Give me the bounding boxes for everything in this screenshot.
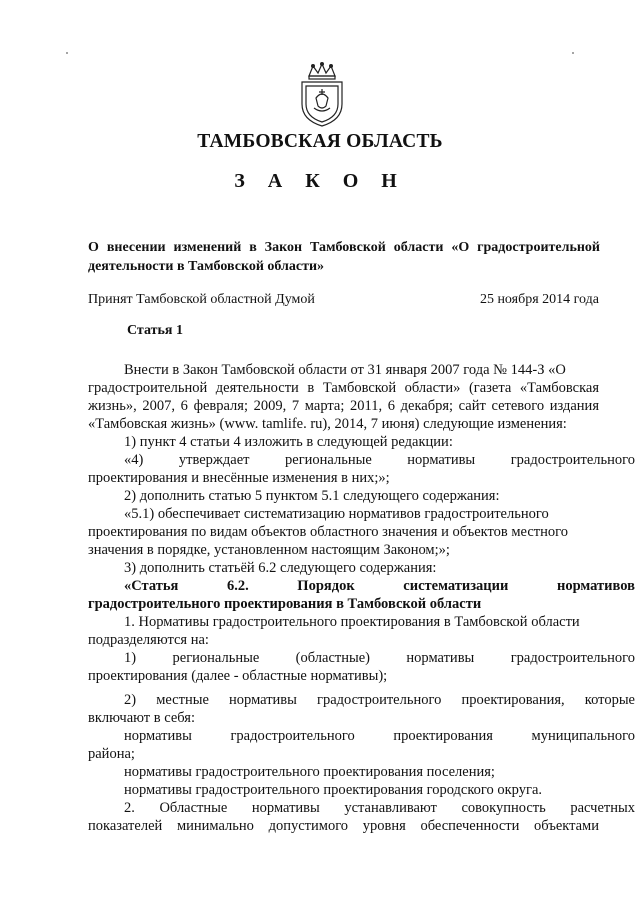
paragraph-line: 2) дополнить статью 5 пунктом 5.1 следующего содержания: [124,488,500,504]
adopted-date: 25 ноября 2014 года [479,292,599,307]
paragraph-line: значения в порядке, установленном настоящим Законом;»; [88,542,450,558]
paragraph-line: градостроительной деятельности в Тамбовской области» (газета «Тамбовская [88,380,599,396]
law-title: О внесении изменений в Закон Тамбовской области «О градостроительной деятельности в Тамбовской области» [88,240,600,274]
paragraph-line: «5.1) обеспечивает систематизацию нормативов градостроительного [124,506,549,522]
paragraph-line: «Тамбовская жизнь» (www. tamlife. ru), 2014, 7 июня) следующие изменения: [88,416,567,432]
paragraph-line: жизнь», 2007, 6 февраля; 2009, 7 марта; 2011, 6 декабря; сайт сетевого издания [88,398,599,414]
article-6-2-heading: «Статья 6.2. Порядок систематизации нормативов [124,578,635,594]
paragraph-line: нормативы градостроительного проектирования городского округа. [124,782,543,798]
paragraph-line: включают в себя: [88,710,195,726]
paragraph-line: показателей минимально допустимого уровня обеспеченности объектами [88,818,599,834]
paragraph-line: проектирования и внесённые изменения в них;»; [88,470,390,486]
paragraph-line: «4) утверждает региональные нормативы градостроительного [124,452,635,468]
paragraph-line: 3) дополнить статьёй 6.2 следующего содержания: [124,560,437,576]
paragraph-line: 2. Областные нормативы устанавливают совокупность расчетных [124,800,635,816]
scan-speck [66,52,68,54]
scan-speck [572,52,574,54]
paragraph-line: 1) пункт 4 статьи 4 изложить в следующей редакции: [124,434,453,450]
paragraph-line: нормативы градостроительного проектирования муниципального [124,728,635,744]
paragraph-line: 2) местные нормативы градостроительного проектирования, которые [124,692,635,708]
paragraph-line: Внести в Закон Тамбовской области от 31 января 2007 года № 144-З «О [124,362,566,378]
paragraph-line: проектирования (далее - областные нормативы); [88,668,388,684]
paragraph-line: 1) региональные (областные) нормативы градостроительного [124,650,635,666]
coat-of-arms-icon [297,62,347,128]
article-6-2-heading-cont: градостроительного проектирования в Тамбовской области [88,596,482,612]
region-name: ТАМБОВСКАЯ ОБЛАСТЬ [197,131,443,152]
paragraph-line: нормативы градостроительного проектирования поселения; [124,764,495,780]
adopted-by: Принят Тамбовской областной Думой [88,292,315,307]
paragraph-line: 1. Нормативы градостроительного проектирования в Тамбовской области [124,614,580,630]
paragraph-line: района; [88,746,135,762]
adoption-line [88,292,599,308]
paragraph-line: проектирования по видам объектов областного значения и объектов местного [88,524,568,540]
paragraph-line: подразделяются на: [88,632,209,648]
article-heading: Статья 1 [127,323,183,338]
document-type: З А К О Н [234,170,406,192]
